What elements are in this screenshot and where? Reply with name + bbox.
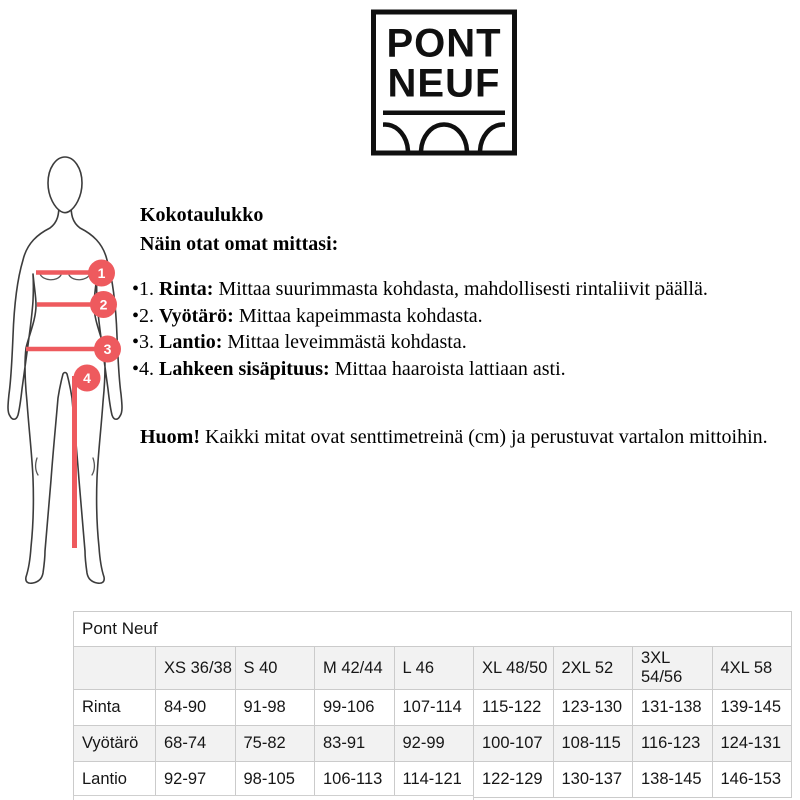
table-title: Pont Neuf (74, 612, 792, 647)
measurement-row (74, 762, 792, 798)
size-table-container (73, 611, 792, 798)
measurement-value: 92-99 (394, 726, 474, 762)
page-subtitle: Näin otat omat mittasi: (140, 233, 339, 255)
size-column-header: XL 48/50 (474, 647, 554, 690)
measurement-value: 100-107 (474, 726, 554, 762)
marker-number-1: 1 (97, 265, 106, 281)
bullet-text: Mittaa leveimmästä kohdasta. (227, 331, 467, 353)
measurement-value: 98-105 (235, 762, 315, 798)
bullet-text: Mittaa haaroista lattiaan asti. (334, 357, 566, 380)
measurement-value: 92-97 (156, 762, 236, 798)
measurement-value: 124-131 (712, 726, 792, 762)
size-column-header: L 46 (394, 647, 474, 690)
bullet-text: Mittaa kapeimmasta kohdasta. (238, 304, 483, 327)
measurement-value: 106-113 (315, 762, 395, 798)
head-outline (48, 157, 82, 213)
measurement-label: Vyötärö (74, 726, 156, 762)
marker-number-2: 2 (99, 296, 108, 313)
size-table (73, 611, 792, 798)
bridge-arches-icon (371, 125, 517, 153)
measure-instruction (132, 303, 708, 330)
measure-instruction (132, 329, 708, 356)
measurement-value: 91-98 (235, 690, 315, 726)
size-column-header: S 40 (235, 647, 315, 690)
measurement-value: 130-137 (553, 762, 633, 798)
note-term: Huom! (140, 426, 200, 448)
size-column-header: 3XL 54/56 (633, 647, 713, 690)
measurement-value: 139-145 (712, 690, 792, 726)
size-column-header: 4XL 58 (712, 647, 792, 690)
bullet-term: Lantio: (159, 331, 223, 353)
marker-number-3: 3 (103, 341, 112, 357)
note-text: Kaikki mitat ovat senttimetreinä (cm) ja perustuvat vartalon mittoihin. (205, 426, 768, 448)
body-measurement-figure (0, 130, 150, 595)
table-title-row (74, 612, 792, 647)
measurement-value: 99-106 (315, 690, 395, 726)
instructions-heading (140, 201, 338, 259)
size-column-header: 2XL 52 (553, 647, 633, 690)
logo-divider (383, 111, 505, 116)
size-table-body (74, 690, 792, 798)
bullet-marker: •2. (132, 304, 155, 327)
size-column-header: M 42/44 (315, 647, 395, 690)
bullet-term: Lahkeen sisäpituus: (159, 357, 330, 380)
measure-instruction (132, 356, 708, 383)
measurement-label: Rinta (74, 690, 156, 726)
measurement-value: 108-115 (553, 726, 633, 762)
measurement-value: 84-90 (156, 690, 236, 726)
logo-word-pont: PONT (386, 21, 502, 66)
body-outline (8, 157, 122, 583)
pont-neuf-logo (371, 9, 517, 156)
measurement-value: 114-121 (394, 762, 474, 798)
bullet-marker: •4. (132, 357, 155, 380)
bullet-marker: •1. (132, 278, 155, 300)
marker-number-4: 4 (83, 370, 91, 386)
bullet-term: Rinta: (159, 278, 214, 300)
bullet-marker: •3. (132, 331, 155, 353)
logo-word-neuf: NEUF (387, 61, 501, 106)
measurement-value: 115-122 (474, 690, 554, 726)
bullet-term: Vyötärö: (159, 304, 234, 327)
measurement-note (140, 426, 768, 449)
measurement-label: Lantio (74, 762, 156, 798)
size-column-header: XS 36/38 (156, 647, 236, 690)
next-table-partial-edge (73, 795, 474, 800)
measurement-value: 123-130 (553, 690, 633, 726)
measure-instruction (132, 276, 708, 303)
measurement-value: 116-123 (633, 726, 713, 762)
measurement-value: 146-153 (712, 762, 792, 798)
bullet-text: Mittaa suurimmasta kohdasta, mahdollisesti rintaliivit päällä. (218, 278, 708, 300)
measurement-row (74, 726, 792, 762)
measurement-row (74, 690, 792, 726)
measurement-value: 138-145 (633, 762, 713, 798)
corner-cell (74, 647, 156, 690)
measurement-value: 107-114 (394, 690, 474, 726)
measure-list (132, 276, 708, 382)
measurement-value: 122-129 (474, 762, 554, 798)
measurement-value: 75-82 (235, 726, 315, 762)
measurement-value: 131-138 (633, 690, 713, 726)
size-header-row (74, 647, 792, 690)
measurement-value: 68-74 (156, 726, 236, 762)
measurement-value: 83-91 (315, 726, 395, 762)
page-title: Kokotaulukko (140, 204, 264, 226)
